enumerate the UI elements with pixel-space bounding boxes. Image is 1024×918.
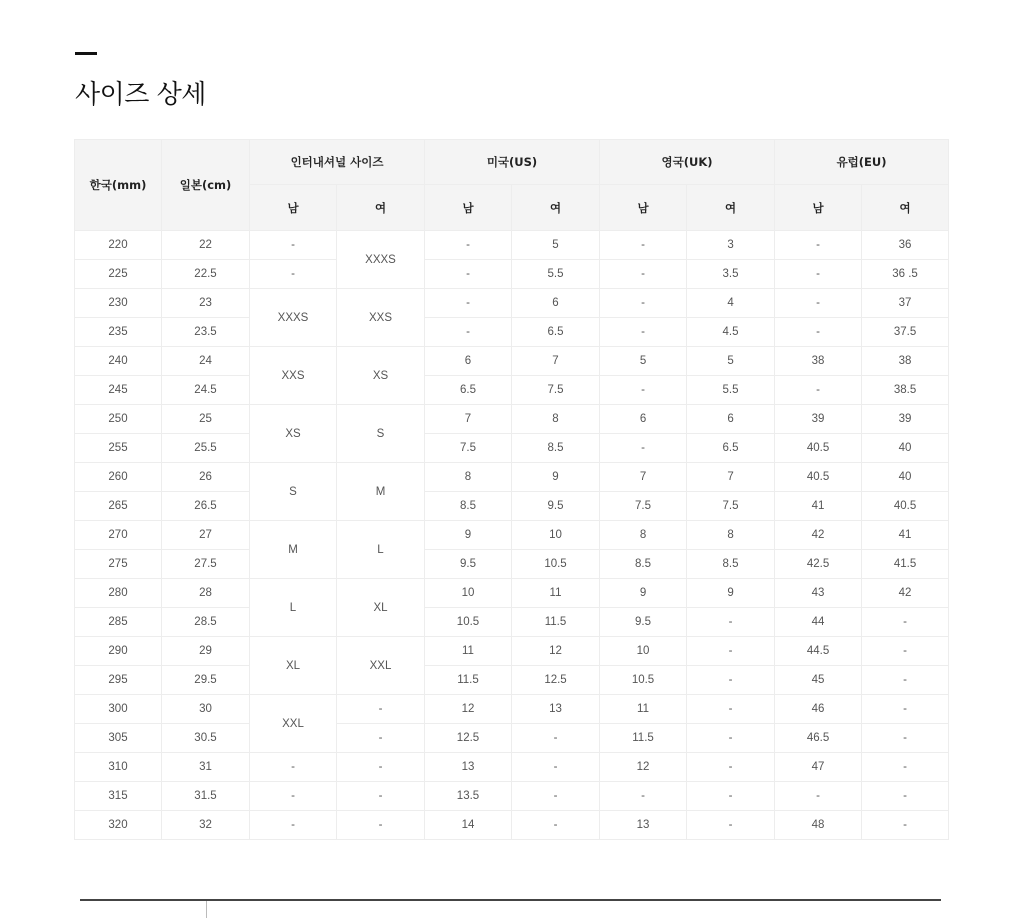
cell-us-male: 9	[425, 521, 512, 550]
table-row	[75, 579, 949, 608]
table-row	[75, 666, 949, 695]
table-body	[75, 231, 949, 840]
cell-us-male: 14	[425, 811, 512, 840]
cell-uk-female: -	[687, 695, 775, 724]
cell-intl-female: M	[337, 463, 425, 521]
cell-eu-female: 40.5	[862, 492, 949, 521]
table-row	[75, 695, 949, 724]
cell-us-female: 6.5	[512, 318, 600, 347]
cell-korea-mm: 255	[75, 434, 162, 463]
cell-uk-male: 9.5	[600, 608, 687, 637]
cell-eu-male: 38	[775, 347, 862, 376]
page-title: 사이즈 상세	[75, 80, 206, 110]
cell-us-female: 12.5	[512, 666, 600, 695]
cell-eu-male: 45	[775, 666, 862, 695]
header-korea: 한국(mm)	[75, 140, 162, 231]
cell-us-male: 11.5	[425, 666, 512, 695]
cell-uk-female: 4	[687, 289, 775, 318]
cell-eu-female: -	[862, 811, 949, 840]
cell-us-male: 12.5	[425, 724, 512, 753]
cell-uk-male: 10.5	[600, 666, 687, 695]
header-uk: 영국(UK)	[600, 140, 775, 185]
cell-intl-male: M	[250, 521, 337, 579]
cell-eu-male: 46	[775, 695, 862, 724]
cell-uk-male: 9	[600, 579, 687, 608]
cell-korea-mm: 265	[75, 492, 162, 521]
cell-us-male: 6	[425, 347, 512, 376]
cell-japan-cm: 22.5	[162, 260, 250, 289]
cell-korea-mm: 320	[75, 811, 162, 840]
cell-japan-cm: 30	[162, 695, 250, 724]
cell-uk-female: 5	[687, 347, 775, 376]
cell-eu-female: 36 .5	[862, 260, 949, 289]
table-row	[75, 463, 949, 492]
cell-us-male: 6.5	[425, 376, 512, 405]
cell-intl-female: XXS	[337, 289, 425, 347]
cell-uk-male: 7.5	[600, 492, 687, 521]
cell-korea-mm: 235	[75, 318, 162, 347]
table-row	[75, 811, 949, 840]
cell-uk-male: 8.5	[600, 550, 687, 579]
cell-intl-male: -	[250, 811, 337, 840]
cell-eu-female: 38	[862, 347, 949, 376]
header-international: 인터내셔널 사이즈	[250, 140, 425, 185]
cell-eu-male: 42.5	[775, 550, 862, 579]
header-intl-female: 여	[337, 185, 425, 231]
header-us-male: 남	[425, 185, 512, 231]
cell-us-female: -	[512, 724, 600, 753]
cell-us-male: 11	[425, 637, 512, 666]
cell-eu-female: 38.5	[862, 376, 949, 405]
cell-eu-male: 46.5	[775, 724, 862, 753]
cell-uk-female: -	[687, 753, 775, 782]
cell-eu-male: -	[775, 782, 862, 811]
cell-eu-male: -	[775, 289, 862, 318]
cell-us-female: 10.5	[512, 550, 600, 579]
cell-uk-male: 11.5	[600, 724, 687, 753]
cell-eu-male: -	[775, 376, 862, 405]
header-japan: 일본(cm)	[162, 140, 250, 231]
size-chart-table	[74, 139, 949, 840]
cell-us-male: -	[425, 260, 512, 289]
cell-uk-female: -	[687, 637, 775, 666]
cell-korea-mm: 275	[75, 550, 162, 579]
cell-us-female: 8.5	[512, 434, 600, 463]
cell-intl-male: L	[250, 579, 337, 637]
table-row	[75, 405, 949, 434]
table-row	[75, 521, 949, 550]
cell-uk-female: 6	[687, 405, 775, 434]
cell-intl-female: XXL	[337, 637, 425, 695]
cell-intl-female: L	[337, 521, 425, 579]
cell-intl-female: -	[337, 724, 425, 753]
cell-uk-male: 10	[600, 637, 687, 666]
cell-uk-female: 8.5	[687, 550, 775, 579]
cell-uk-male: -	[600, 782, 687, 811]
cell-uk-male: 13	[600, 811, 687, 840]
cell-uk-male: -	[600, 376, 687, 405]
cell-japan-cm: 32	[162, 811, 250, 840]
cell-intl-male: XS	[250, 405, 337, 463]
cell-eu-male: 40.5	[775, 434, 862, 463]
cell-intl-male: -	[250, 753, 337, 782]
cell-uk-female: 3	[687, 231, 775, 260]
cell-eu-female: 37.5	[862, 318, 949, 347]
cell-eu-male: 40.5	[775, 463, 862, 492]
cell-us-female: 5.5	[512, 260, 600, 289]
table-row	[75, 260, 949, 289]
cell-us-female: 9.5	[512, 492, 600, 521]
cell-us-female: 9	[512, 463, 600, 492]
cell-intl-female: XS	[337, 347, 425, 405]
table-row	[75, 318, 949, 347]
cell-uk-male: -	[600, 231, 687, 260]
cell-japan-cm: 28.5	[162, 608, 250, 637]
table-row	[75, 434, 949, 463]
cell-intl-male: S	[250, 463, 337, 521]
cell-intl-female: -	[337, 811, 425, 840]
cell-uk-male: 5	[600, 347, 687, 376]
cell-japan-cm: 26	[162, 463, 250, 492]
cell-intl-female: S	[337, 405, 425, 463]
cell-us-male: 7	[425, 405, 512, 434]
cell-eu-female: 42	[862, 579, 949, 608]
cell-intl-female: XL	[337, 579, 425, 637]
cell-korea-mm: 230	[75, 289, 162, 318]
cell-intl-female: XXXS	[337, 231, 425, 289]
cell-japan-cm: 27	[162, 521, 250, 550]
cell-korea-mm: 260	[75, 463, 162, 492]
cell-uk-male: -	[600, 289, 687, 318]
cell-us-male: 12	[425, 695, 512, 724]
cell-eu-female: -	[862, 695, 949, 724]
table-row	[75, 231, 949, 260]
header-eu: 유럽(EU)	[775, 140, 949, 185]
cell-korea-mm: 270	[75, 521, 162, 550]
header-us: 미국(US)	[425, 140, 600, 185]
cell-uk-male: -	[600, 434, 687, 463]
cell-japan-cm: 30.5	[162, 724, 250, 753]
cell-eu-male: 39	[775, 405, 862, 434]
cell-uk-female: -	[687, 782, 775, 811]
cell-intl-male: -	[250, 260, 337, 289]
cell-korea-mm: 290	[75, 637, 162, 666]
cell-us-male: 10.5	[425, 608, 512, 637]
table-row	[75, 376, 949, 405]
cell-eu-male: 48	[775, 811, 862, 840]
table-header	[75, 140, 949, 231]
cell-eu-female: -	[862, 782, 949, 811]
cell-eu-female: -	[862, 753, 949, 782]
table-row	[75, 724, 949, 753]
cell-uk-female: -	[687, 608, 775, 637]
cell-intl-male: XXXS	[250, 289, 337, 347]
cell-eu-female: -	[862, 608, 949, 637]
cell-uk-female: 6.5	[687, 434, 775, 463]
cell-eu-female: -	[862, 666, 949, 695]
cell-uk-female: -	[687, 811, 775, 840]
table-row	[75, 492, 949, 521]
cell-us-male: 7.5	[425, 434, 512, 463]
cell-eu-female: 41.5	[862, 550, 949, 579]
cell-eu-female: 39	[862, 405, 949, 434]
cell-us-female: 10	[512, 521, 600, 550]
cell-eu-male: 43	[775, 579, 862, 608]
cell-korea-mm: 220	[75, 231, 162, 260]
cell-japan-cm: 31	[162, 753, 250, 782]
cell-us-male: 8	[425, 463, 512, 492]
cell-japan-cm: 22	[162, 231, 250, 260]
cell-eu-male: -	[775, 260, 862, 289]
cell-intl-female: -	[337, 753, 425, 782]
table-row	[75, 550, 949, 579]
cell-us-female: -	[512, 753, 600, 782]
cell-us-female: 11.5	[512, 608, 600, 637]
footer-divider-tick	[206, 901, 207, 918]
header-eu-female: 여	[862, 185, 949, 231]
cell-eu-male: -	[775, 231, 862, 260]
cell-us-male: -	[425, 231, 512, 260]
cell-intl-female: -	[337, 695, 425, 724]
cell-eu-male: 41	[775, 492, 862, 521]
cell-eu-male: 42	[775, 521, 862, 550]
cell-us-female: -	[512, 811, 600, 840]
cell-us-female: 13	[512, 695, 600, 724]
cell-japan-cm: 29.5	[162, 666, 250, 695]
cell-eu-female: 37	[862, 289, 949, 318]
cell-uk-male: 7	[600, 463, 687, 492]
cell-intl-female: -	[337, 782, 425, 811]
cell-uk-female: 3.5	[687, 260, 775, 289]
cell-korea-mm: 250	[75, 405, 162, 434]
cell-us-female: 11	[512, 579, 600, 608]
table-row	[75, 289, 949, 318]
cell-japan-cm: 27.5	[162, 550, 250, 579]
cell-us-male: 9.5	[425, 550, 512, 579]
cell-uk-female: 7.5	[687, 492, 775, 521]
table-row	[75, 347, 949, 376]
cell-eu-male: 44	[775, 608, 862, 637]
cell-korea-mm: 285	[75, 608, 162, 637]
cell-japan-cm: 25.5	[162, 434, 250, 463]
cell-japan-cm: 24.5	[162, 376, 250, 405]
cell-us-female: 7.5	[512, 376, 600, 405]
cell-intl-male: -	[250, 782, 337, 811]
cell-intl-male: XL	[250, 637, 337, 695]
cell-eu-female: 41	[862, 521, 949, 550]
cell-uk-male: -	[600, 260, 687, 289]
cell-korea-mm: 310	[75, 753, 162, 782]
cell-japan-cm: 23.5	[162, 318, 250, 347]
cell-uk-female: 8	[687, 521, 775, 550]
cell-japan-cm: 26.5	[162, 492, 250, 521]
cell-korea-mm: 300	[75, 695, 162, 724]
cell-korea-mm: 315	[75, 782, 162, 811]
cell-korea-mm: 225	[75, 260, 162, 289]
title-accent-bar	[75, 52, 97, 55]
cell-uk-male: -	[600, 318, 687, 347]
cell-eu-female: 36	[862, 231, 949, 260]
cell-us-female: 8	[512, 405, 600, 434]
header-uk-female: 여	[687, 185, 775, 231]
cell-korea-mm: 240	[75, 347, 162, 376]
header-eu-male: 남	[775, 185, 862, 231]
cell-us-female: 7	[512, 347, 600, 376]
cell-eu-female: -	[862, 724, 949, 753]
cell-uk-male: 12	[600, 753, 687, 782]
cell-eu-male: 47	[775, 753, 862, 782]
cell-us-male: -	[425, 289, 512, 318]
cell-eu-female: 40	[862, 463, 949, 492]
cell-japan-cm: 23	[162, 289, 250, 318]
cell-korea-mm: 295	[75, 666, 162, 695]
cell-uk-female: -	[687, 666, 775, 695]
cell-eu-male: 44.5	[775, 637, 862, 666]
cell-us-male: 10	[425, 579, 512, 608]
cell-japan-cm: 31.5	[162, 782, 250, 811]
cell-uk-female: 9	[687, 579, 775, 608]
cell-eu-female: 40	[862, 434, 949, 463]
header-intl-male: 남	[250, 185, 337, 231]
cell-intl-male: -	[250, 231, 337, 260]
table-row	[75, 753, 949, 782]
cell-korea-mm: 245	[75, 376, 162, 405]
header-us-female: 여	[512, 185, 600, 231]
cell-uk-male: 11	[600, 695, 687, 724]
cell-japan-cm: 29	[162, 637, 250, 666]
cell-korea-mm: 305	[75, 724, 162, 753]
cell-us-female: -	[512, 782, 600, 811]
cell-us-male: 13.5	[425, 782, 512, 811]
header-uk-male: 남	[600, 185, 687, 231]
cell-japan-cm: 25	[162, 405, 250, 434]
cell-japan-cm: 24	[162, 347, 250, 376]
table-row	[75, 608, 949, 637]
cell-uk-female: 4.5	[687, 318, 775, 347]
cell-uk-male: 6	[600, 405, 687, 434]
table-row	[75, 782, 949, 811]
cell-us-male: 8.5	[425, 492, 512, 521]
cell-eu-female: -	[862, 637, 949, 666]
cell-japan-cm: 28	[162, 579, 250, 608]
cell-intl-male: XXS	[250, 347, 337, 405]
cell-us-female: 12	[512, 637, 600, 666]
cell-uk-female: 7	[687, 463, 775, 492]
cell-us-male: 13	[425, 753, 512, 782]
cell-eu-male: -	[775, 318, 862, 347]
cell-uk-female: -	[687, 724, 775, 753]
table-row	[75, 637, 949, 666]
footer-divider	[80, 899, 941, 901]
cell-korea-mm: 280	[75, 579, 162, 608]
cell-us-female: 5	[512, 231, 600, 260]
cell-us-male: -	[425, 318, 512, 347]
cell-uk-female: 5.5	[687, 376, 775, 405]
cell-us-female: 6	[512, 289, 600, 318]
cell-intl-male: XXL	[250, 695, 337, 753]
cell-uk-male: 8	[600, 521, 687, 550]
